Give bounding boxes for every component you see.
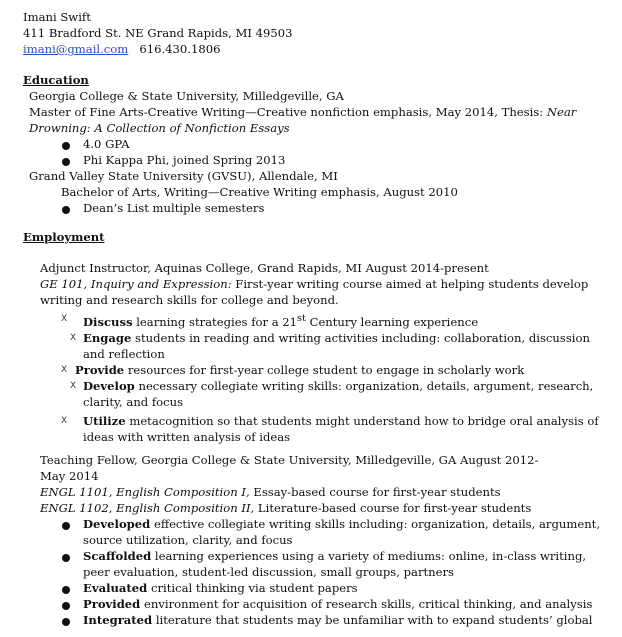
contact-line <box>23 42 622 58</box>
job-1-title: Adjunct Instructor, Aquinas College, Grand Rapids, MI August 2014-present <box>40 260 489 275</box>
name: Imani Swift <box>23 10 91 24</box>
list-item: Evaluated critical thinking via student papers <box>23 581 622 597</box>
email-link[interactable]: imani@gmail.com <box>23 41 129 56</box>
bullet-glyph-icon: Ⅹ <box>61 415 68 426</box>
bullet-glyph-icon: Ⅹ <box>70 380 77 391</box>
bullet-glyph-icon: Ⅹ <box>70 332 77 343</box>
list-item: Scaffolded learning experiences using a variety of mediums: online, in-class writing, peer evaluation, student-led discussion, small groups, partners <box>23 549 622 581</box>
bullet-icon <box>62 522 70 530</box>
bullet-glyph-icon: Ⅹ <box>61 364 68 375</box>
bullet-icon <box>62 142 70 150</box>
bullet-icon <box>62 586 70 594</box>
thesis-title: Drowning: A Collection of Nonfiction Essays <box>29 120 290 135</box>
job-2-course-1: ENGL 1101, English Composition I, Essay-based course for first-year students <box>40 485 501 500</box>
job-1-course: GE 101, Inquiry and Expression: First-year writing course aimed at helping students develop <box>40 276 589 291</box>
list-item: Ⅹ Utilize metacognition so that students might understand how to bridge oral analysis of ideas with written analysis of ideas <box>61 413 599 444</box>
bullet-icon <box>62 618 70 626</box>
job-2-course-2: ENGL 1102, English Composition II, Literature-based course for first-year students <box>40 501 532 516</box>
address: 411 Bradford St. NE Grand Rapids, MI 49503 <box>23 25 293 40</box>
list-item: Phi Kappa Phi, joined Spring 2013 <box>23 153 622 169</box>
phone: 616.430.1806 <box>139 41 221 56</box>
job-2-title: Teaching Fellow, Georgia College & State University, Milledgeville, GA August 2012-May 2014 <box>40 453 539 484</box>
degree-1: Master of Fine Arts-Creative Writing—Creative nonfiction emphasis, May 2014, Thesis: Near <box>29 104 577 119</box>
list-item: Ⅹ Discuss learning strategies for a 21st Century learning experience <box>61 312 479 329</box>
list-item: Ⅹ Develop necessary collegiate writing skills: organization, details, argument, research, clarity, and focus <box>70 378 594 409</box>
list-item: Ⅹ Engage students in reading and writing activities including: collaboration, discussion and reflection <box>70 330 590 361</box>
degree-2: Bachelor of Arts, Writing—Creative Writing emphasis, August 2010 <box>61 184 458 199</box>
school-1: Georgia College & State University, Milledgeville, GA <box>29 88 344 103</box>
education-heading: Education <box>23 72 89 87</box>
list-item: Provided environment for acquisition of research skills, critical thinking, and analysis <box>23 597 622 613</box>
bullet-icon <box>62 602 70 610</box>
list-item: 4.0 GPA <box>23 137 622 153</box>
bullet-icon <box>62 554 70 562</box>
list-item: Ⅹ Provide resources for first-year college student to engage in scholarly work <box>61 362 525 377</box>
list-item: Integrated literature that students may be unfamiliar with to expand students’ global <box>23 613 622 629</box>
job-1-course-cont: writing and research skills for college and beyond. <box>40 292 339 307</box>
bullet-icon <box>62 206 70 214</box>
list-item: Dean’s List multiple semesters <box>23 201 622 217</box>
employment-heading: Employment <box>23 229 105 244</box>
bullet-icon <box>62 158 70 166</box>
list-item: Developed effective collegiate writing skills including: organization, details, argument, source utilization, clarity, and focus <box>23 517 622 549</box>
school-2: Grand Valley State University (GVSU), Allendale, MI <box>29 168 338 183</box>
bullet-glyph-icon: Ⅹ <box>61 313 68 324</box>
